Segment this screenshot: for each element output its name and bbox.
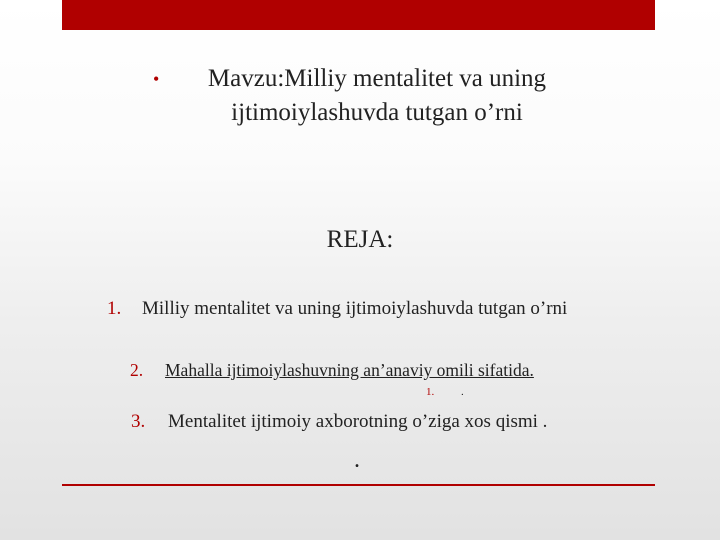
plan-subitem	[426, 386, 464, 398]
bottom-accent-line	[62, 484, 655, 486]
plan-item-1	[107, 298, 567, 320]
item-number: 3.	[131, 411, 146, 432]
plan-heading: REJA:	[326, 226, 394, 253]
plan-item-2	[130, 360, 534, 381]
plan-item-3	[131, 411, 547, 433]
top-accent-bar	[62, 0, 655, 30]
subitem-number: 1.	[426, 386, 435, 398]
slide-title	[150, 62, 590, 130]
subitem-text: .	[461, 386, 464, 398]
title-bullet: •	[153, 69, 160, 89]
trailing-dot: .	[354, 447, 360, 473]
title-text: Mavzu:Milliy mentalitet va uning ijtimoiylashuvda tutgan o’rni	[207, 65, 547, 126]
item-text: Milliy mentalitet va uning ijtimoiylashuvda tutgan o’rni	[142, 298, 568, 319]
item-number: 1.	[107, 298, 122, 319]
item-text: Mentalitet ijtimoiy axborotning o’ziga xos qismi .	[168, 411, 548, 432]
item-text: Mahalla ijtimoiylashuvning an’anaviy omili sifatida.	[165, 360, 534, 380]
item-number: 2.	[130, 360, 144, 380]
